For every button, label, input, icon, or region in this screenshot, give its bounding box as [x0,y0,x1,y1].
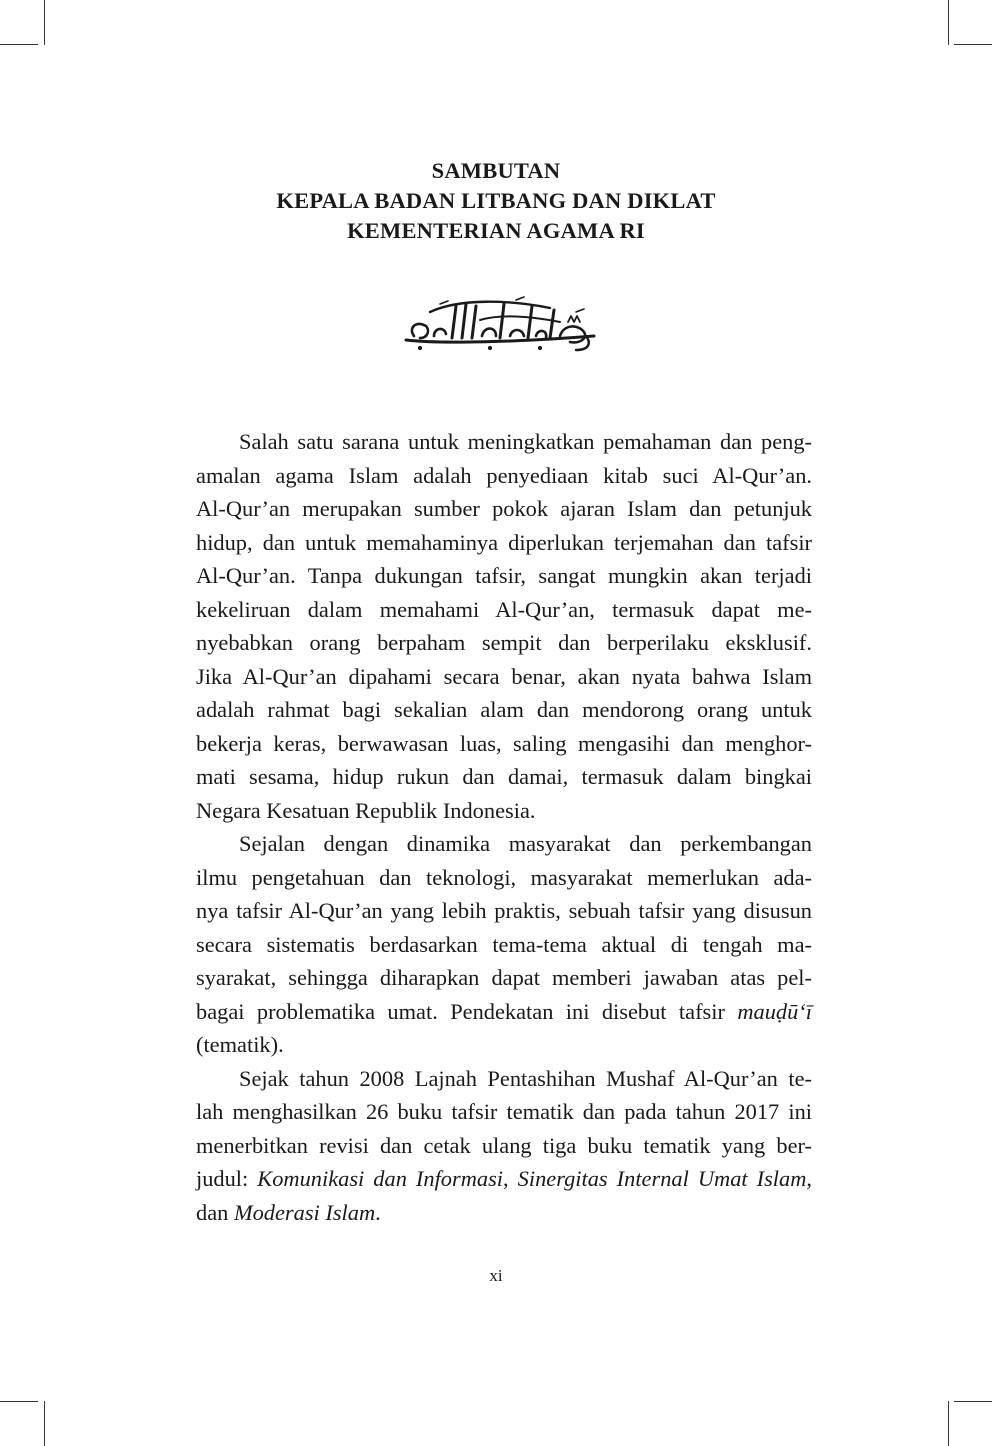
crop-mark-bottom-right-vertical [948,1401,949,1446]
p1-line-4: hidup, dan untuk memahaminya diperlukan terjemahan dan tafsir [196,529,812,555]
p1-line-8: Jika Al-Qur’an dipahami secara benar, akan nyata bahwa Islam [196,663,812,689]
p2-line-3: nya tafsir Al-Qur’an yang lebih praktis, sebuah tafsir yang disusun [196,898,812,923]
term-maudui: mauḍū‘ī [737,998,812,1024]
p1-line-2: amalan agama Islam adalah penyediaan kitab suci Al-Qur’an. [196,462,812,488]
p3-line-1: Sejak tahun 2008 Lajnah Pentashihan Mushaf Al-Qur’an te- [239,1065,812,1091]
p2-line-7: (tematik). [196,1032,284,1057]
crop-mark-bottom-left-vertical [44,1401,45,1446]
p3-line-3: menerbitkan revisi dan cetak ulang tiga buku tematik yang ber- [196,1132,812,1158]
p1-line-1: Salah satu sarana untuk meningkatkan pemahaman dan peng- [239,429,812,454]
crop-mark-top-left-horizontal [0,44,38,45]
p3-line-4-prefix: judul: [196,1166,249,1191]
p1-line-5: Al-Qur’an. Tanpa dukungan tafsir, sangat mungkin akan terjadi [196,563,812,588]
p1-line-3: Al-Qur’an merupakan sumber pokok ajaran Islam dan petunjuk [196,496,812,521]
p1-line-9: adalah rahmat bagi sekalian alam dan mendorong orang untuk [196,697,812,722]
p2-line-6 [196,995,812,1029]
book-title-komunikasi: Komunikasi dan Informasi [257,1166,504,1191]
p2-line-4: secara sistematis berdasarkan tema-tema aktual di tengah ma- [196,931,812,957]
p2-line-6-text: bagai problematika umat. Pendekatan ini disebut tafsir [196,998,725,1024]
p2-line-2: ilmu pengetahuan dan teknologi, masyarakat memerlukan ada- [196,864,812,890]
p2-line-1: Sejalan dengan dinamika masyarakat dan perkembangan [239,831,812,856]
p1-line-12: Negara Kesatuan Republik Indonesia. [196,797,536,823]
p3-line-4-sep: , [503,1166,509,1191]
crop-mark-bottom-right-horizontal [954,1401,992,1402]
p3-line-5 [196,1196,812,1230]
page-heading [0,156,992,246]
p3-line-4 [196,1162,812,1196]
crop-mark-bottom-left-horizontal [0,1401,38,1402]
heading-line-2: KEPALA BADAN LITBANG DAN DIKLAT [276,188,716,213]
basmala-calligraphy [400,292,600,354]
p1-line-7: nyebabkan orang berpaham sempit dan berperilaku eksklusif. [196,630,812,655]
crop-mark-top-right-vertical [948,0,949,45]
p1-line-10: bekerja keras, berwawasan luas, saling mengasihi dan menghor- [196,730,812,756]
p1-line-6: kekeliruan dalam memahami Al-Qur’an, termasuk dapat me- [196,596,812,622]
book-title-sinergitas: Sinergitas Internal Umat Islam [517,1166,807,1191]
crop-mark-top-left-vertical [44,0,45,45]
heading-line-1: SAMBUTAN [431,158,561,183]
p3-line-5-prefix: dan [196,1199,229,1225]
p3-line-2: lah menghasilkan 26 buku tafsir tematik dan pada tahun 2017 ini [196,1099,812,1124]
page-number: xi [489,1266,503,1285]
book-title-moderasi: Moderasi Islam [233,1199,376,1225]
heading-line-3: KEMENTERIAN AGAMA RI [347,218,645,243]
p3-line-5-end: . [375,1199,381,1225]
body-text [196,425,812,1229]
crop-mark-top-right-horizontal [954,44,992,45]
p2-line-5: syarakat, sehingga diharapkan dapat memberi jawaban atas pel- [196,965,812,990]
p1-line-11: mati sesama, hidup rukun dan damai, termasuk dalam bingkai [196,764,812,789]
p3-line-4-end: , [806,1166,813,1191]
